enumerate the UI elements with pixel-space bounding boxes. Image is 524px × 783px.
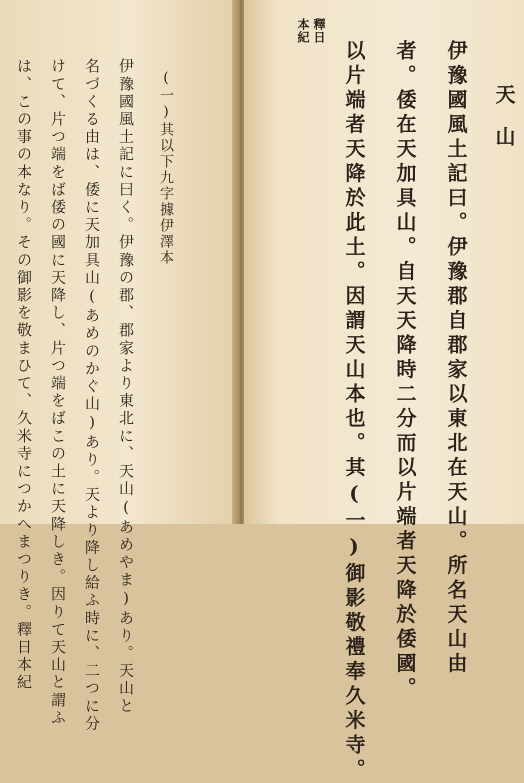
source-citation-line-1: 釋日	[312, 18, 326, 44]
notes-text-column-1: 伊豫國風土記に曰く。伊豫の郡、郡家より東北に、天山(あめやま)あり。天山と	[117, 58, 135, 716]
main-text-column-1: 伊豫國風土記曰。伊豫郡自郡家以東北在天山。所名天山由	[444, 40, 468, 677]
main-text-column-2: 者。倭在天加具山。自天天降時二分而以片端者天降於倭國。	[393, 40, 417, 702]
section-title: 天山	[492, 84, 516, 168]
notes-text-column-2: 名づくる由は、倭に天加具山(あめのかぐ山)あり。天より降し給ふ時に、二つに分	[83, 58, 101, 733]
right-page	[244, 0, 524, 524]
source-citation-line-2: 本紀	[296, 18, 310, 44]
main-text-column-3: 以片端者天降於此土。因謂天山本也。其(一)御影敬禮奉久米寺。	[342, 40, 366, 783]
notes-heading: (一)其以下九字據伊澤本	[158, 70, 174, 266]
notes-text-column-3: けて、片つ端をば倭の國に天降し、片つ端をばこの土に天降しき。因りて天山と謂ふ	[49, 58, 67, 727]
notes-text-column-4: は、この事の本なり。その御影を敬まひて、久米寺につかへまつりき。釋日本紀	[15, 58, 33, 692]
